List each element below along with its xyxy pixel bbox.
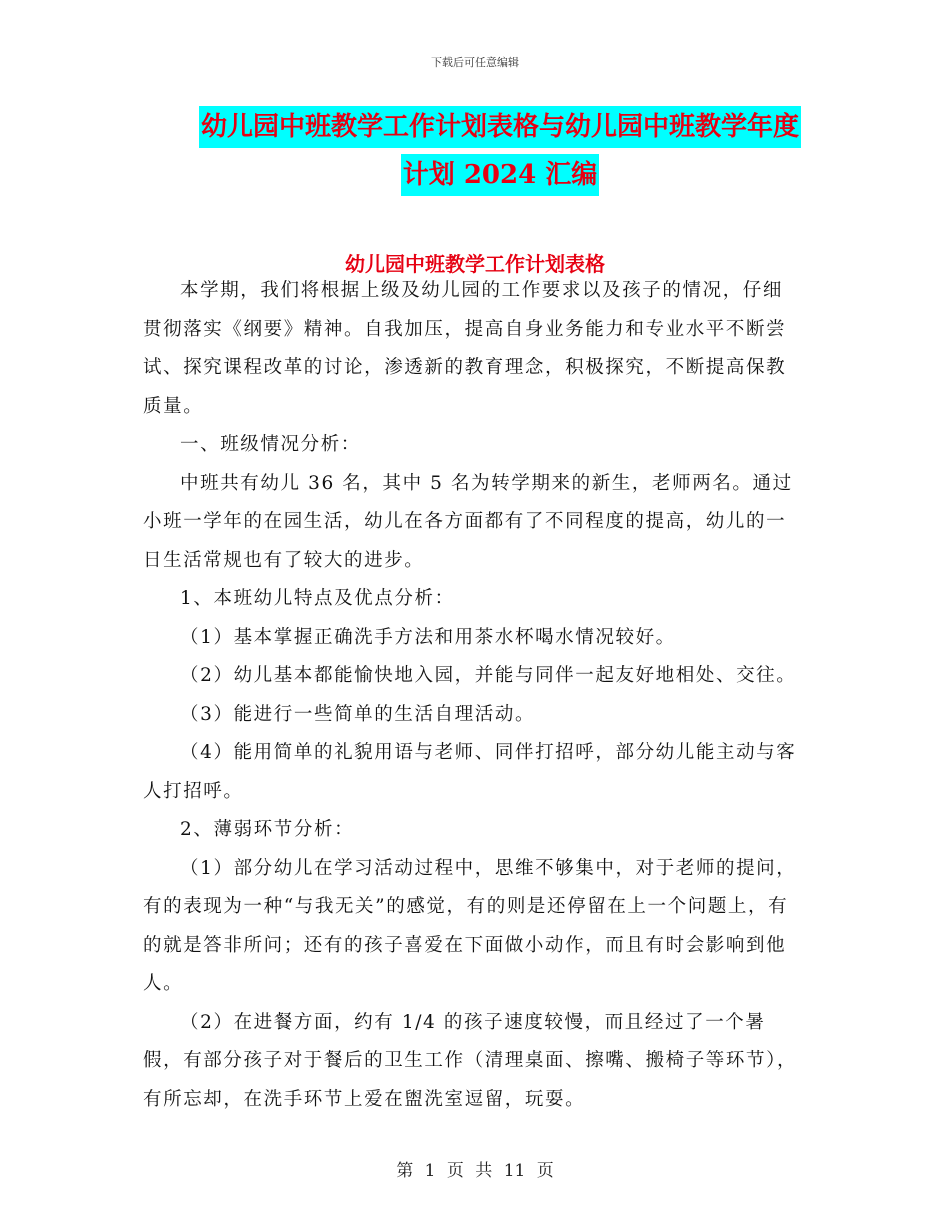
paragraph: 中班共有幼儿 36 名，其中 5 名为转学期来的新生，老师两名。通过小班一学年的在园生活，幼儿在各方面都有了不同程度的提高，幼儿的一日生活常规也有了较大的进步。 xyxy=(143,472,793,571)
paragraph: 一、班级情况分析： xyxy=(180,434,361,455)
paragraph: 2、薄弱环节分析： xyxy=(180,819,355,840)
paragraph: 本学期，我们将根据上级及幼儿园的工作要求以及孩子的情况，仔细贯彻落实《纲要》精神。自我加压，提高自身业务能力和专业水平不断尝试、探究课程改革的讨论，渗透新的教育理念，积极探究，不断提高保教质量。 xyxy=(143,280,787,417)
paragraph: （1）基本掌握正确洗手方法和用茶水杯喝水情况较好。 xyxy=(180,626,676,648)
document-body xyxy=(143,272,803,1119)
paragraph: 1、本班幼儿特点及优点分析： xyxy=(180,588,455,609)
paragraph: （1）部分幼儿在学习活动过程中，思维不够集中，对于老师的提问，有的表现为一种“与我无关”的感觉，有的则是还停留在上一个问题上，有的就是答非所问；还有的孩子喜爱在下面做小动作，而且有时会影响到他人。 xyxy=(143,857,797,994)
section-subtitle: 幼儿园中班教学工作计划表格 xyxy=(345,252,605,276)
document-title xyxy=(140,106,860,202)
header-note: 下载后可任意编辑 xyxy=(431,56,519,69)
page-footer: 第 1 页 共 11 页 xyxy=(396,1161,554,1181)
paragraph: （2）在进餐方面，约有 1/4 的孩子速度较慢，而且经过了一个暑假，有部分孩子对于餐后的卫生工作（清理桌面、擦嘴、搬椅子等环节），有所忘却，在洗手环节上爱在盥洗室逗留，玩耍。 xyxy=(143,1011,798,1110)
paragraph: （2）幼儿基本都能愉快地入园，并能与同伴一起友好地相处、交往。 xyxy=(180,665,797,686)
title-line-2: 计划 2024 汇编 xyxy=(401,154,599,196)
title-line-1: 幼儿园中班教学工作计划表格与幼儿园中班教学年度 xyxy=(199,106,801,148)
paragraph: （3）能进行一些简单的生活自理活动。 xyxy=(180,703,536,725)
paragraph: （4）能用简单的礼貌用语与老师、同伴打招呼，部分幼儿能主动与客人打招呼。 xyxy=(143,742,797,802)
